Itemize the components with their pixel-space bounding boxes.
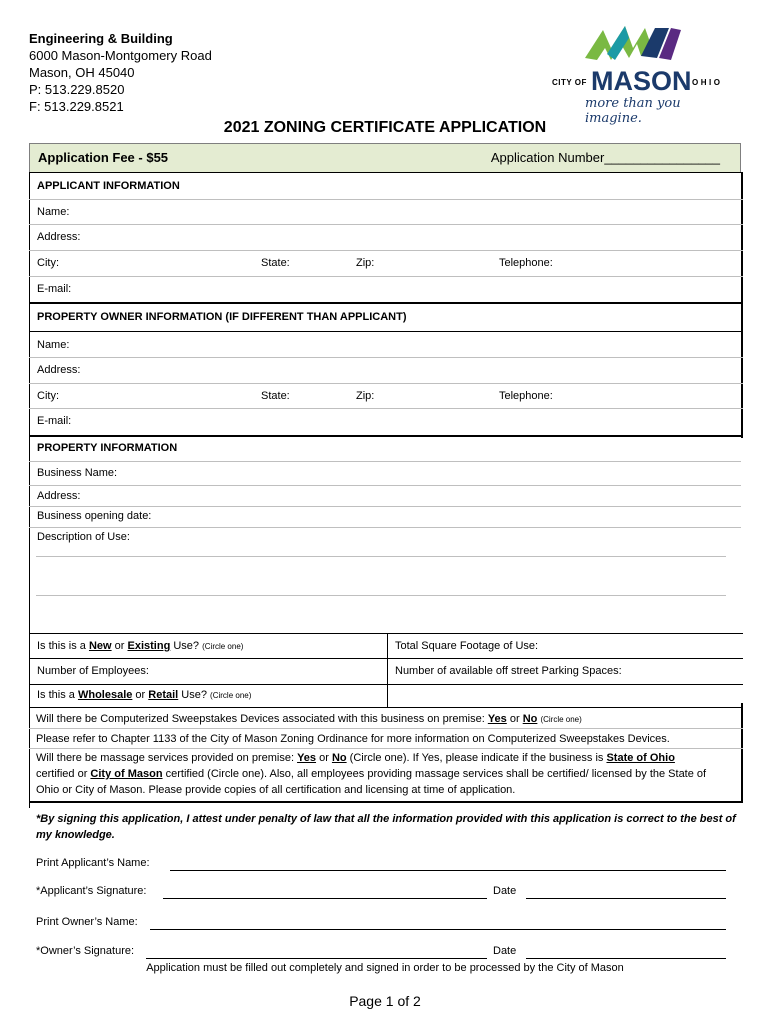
city-state-zip: Mason, OH 45040: [29, 65, 135, 80]
use-text: Use?: [178, 689, 211, 701]
divider: [29, 748, 743, 749]
wholesale-retail-question: [37, 689, 251, 701]
divider: [29, 728, 743, 729]
divider: [29, 357, 743, 358]
field-label: Business opening date:: [37, 510, 152, 522]
option-yes[interactable]: Yes: [297, 752, 317, 764]
form-border-right-bottom: [741, 703, 743, 802]
circle-one-note: (Circle one): [540, 715, 582, 724]
field-label: Name:: [37, 206, 70, 218]
department-name: Engineering & Building: [29, 31, 173, 46]
department-address: [29, 30, 212, 115]
question-text: Ohio or City of Mason. Please provide copies of all certification and licensing at time of application.: [36, 784, 516, 796]
field-label: Zip:: [356, 257, 375, 269]
city-of-mason-logo: [545, 18, 730, 126]
divider: [29, 658, 743, 659]
divider: [29, 408, 743, 409]
field-label: City:: [37, 257, 59, 269]
field-label: Address:: [37, 490, 81, 502]
fax-number: F: 513.229.8521: [29, 99, 124, 114]
application-fee: Application Fee - $55: [38, 150, 169, 165]
massage-question: [36, 750, 736, 798]
field-label: E-mail:: [37, 283, 72, 295]
applicant-signature-label: *Applicant’s Signature:: [36, 885, 147, 897]
applicant-date-line[interactable]: [526, 898, 726, 899]
applicant-signature-line[interactable]: [163, 898, 487, 899]
owner-signature-line[interactable]: [146, 958, 487, 959]
date-label: Date: [493, 945, 517, 957]
or-text: or: [132, 689, 149, 701]
section-heading: APPLICANT INFORMATION: [37, 180, 180, 192]
divider: [29, 527, 741, 528]
divider: [29, 383, 743, 384]
page-number: Page 1 of 2: [349, 993, 421, 1009]
divider: [29, 485, 741, 486]
divider: [29, 199, 743, 200]
owner-date-line[interactable]: [526, 958, 726, 959]
question-text: Is this is a: [37, 640, 89, 652]
question-text: certified or: [36, 768, 91, 780]
field-label: State:: [261, 257, 290, 269]
logo-ribbon-icon: [545, 18, 730, 68]
section-heading: PROPERTY INFORMATION: [37, 442, 178, 454]
field-label: State:: [261, 390, 290, 402]
circle-one-note: (Circle one): [210, 691, 252, 700]
form-title: 2021 ZONING CERTIFICATE APPLICATION: [223, 119, 547, 136]
new-existing-question: [37, 640, 243, 652]
option-new[interactable]: New: [88, 640, 112, 652]
divider: [29, 633, 743, 634]
column-divider: [387, 633, 388, 708]
footnote: Application must be filled out completely and signed in order to be processed by the City of Mason: [146, 962, 624, 974]
street-address: 6000 Mason-Montgomery Road: [29, 48, 212, 63]
option-existing[interactable]: Existing: [127, 640, 171, 652]
option-retail[interactable]: Retail: [148, 689, 179, 701]
question-text: certified (Circle one). Also, all employees providing massage services shall be certified/ licensed by the State of: [162, 768, 707, 780]
form-border-right-top: [741, 172, 743, 438]
divider: [29, 302, 743, 304]
fee-bar: [29, 143, 741, 173]
question-text: Is this a: [37, 689, 78, 701]
divider: [29, 506, 741, 507]
or-text: or: [506, 713, 523, 725]
divider: [29, 172, 743, 173]
description-line[interactable]: [36, 556, 726, 557]
logo-tagline: more than you imagine.: [585, 96, 681, 126]
field-label: Telephone:: [499, 390, 553, 402]
divider: [29, 707, 743, 708]
field-label: Address:: [37, 231, 81, 243]
circle-one-note: (Circle one): [202, 642, 244, 651]
field-label: Address:: [37, 364, 81, 376]
divider: [29, 224, 743, 225]
field-label: Description of Use:: [37, 531, 130, 543]
attestation-text: *By signing this application, I attest under penalty of law that all the information provided with this application is correct to the best of my knowledge.: [36, 813, 736, 841]
description-line[interactable]: [36, 595, 726, 596]
option-yes[interactable]: Yes: [487, 713, 507, 725]
field-label: E-mail:: [37, 415, 72, 427]
form-border-left: [29, 172, 30, 808]
field-label: Zip:: [356, 390, 375, 402]
or-text: or: [111, 640, 128, 652]
logo-city-of: CITY OF: [552, 78, 587, 87]
parking-label: Number of available off street Parking Spaces:: [395, 665, 622, 677]
print-applicant-line[interactable]: [170, 870, 726, 871]
owner-signature-label: *Owner’s Signature:: [36, 945, 135, 957]
question-text: (Circle one). If Yes, please indicate if the business is: [346, 752, 607, 764]
application-number-field[interactable]: Application Number________________: [490, 150, 720, 165]
option-city-of-mason[interactable]: City of Mason: [90, 768, 163, 780]
option-no[interactable]: No: [522, 713, 538, 725]
use-text: Use?: [170, 640, 203, 652]
field-label: Business Name:: [37, 467, 118, 479]
sweepstakes-note: Please refer to Chapter 1133 of the City of Mason Zoning Ordinance for more information on Computerized Sweepstakes Devices.: [36, 733, 670, 745]
divider: [29, 250, 743, 251]
field-label: Telephone:: [499, 257, 553, 269]
employees-label: Number of Employees:: [37, 665, 149, 677]
question-text: Will there be massage services provided on premise:: [36, 752, 298, 764]
print-owner-line[interactable]: [150, 929, 726, 930]
field-label: Name:: [37, 339, 70, 351]
divider: [29, 331, 743, 332]
divider: [29, 684, 743, 685]
print-applicant-label: Print Applicant’s Name:: [36, 857, 150, 869]
date-label: Date: [493, 885, 517, 897]
logo-mason: MASON: [591, 66, 692, 96]
option-wholesale[interactable]: Wholesale: [77, 689, 133, 701]
divider: [29, 461, 741, 462]
question-text: Will there be Computerized Sweepstakes Devices associated with this business on premise:: [36, 713, 488, 725]
phone-number: P: 513.229.8520: [29, 82, 125, 97]
section-heading: PROPERTY OWNER INFORMATION (IF DIFFERENT THAN APPLICANT): [37, 311, 407, 323]
print-owner-label: Print Owner’s Name:: [36, 916, 138, 928]
sweepstakes-question: [36, 711, 736, 728]
divider: [29, 276, 743, 277]
divider: [29, 801, 743, 803]
divider: [29, 435, 743, 437]
total-sqft-label: Total Square Footage of Use:: [395, 640, 539, 652]
option-state-of-ohio[interactable]: State of Ohio: [606, 752, 675, 764]
field-label: City:: [37, 390, 59, 402]
logo-ohio: OHIO: [692, 78, 723, 87]
option-no[interactable]: No: [331, 752, 347, 764]
or-text: or: [316, 752, 332, 764]
